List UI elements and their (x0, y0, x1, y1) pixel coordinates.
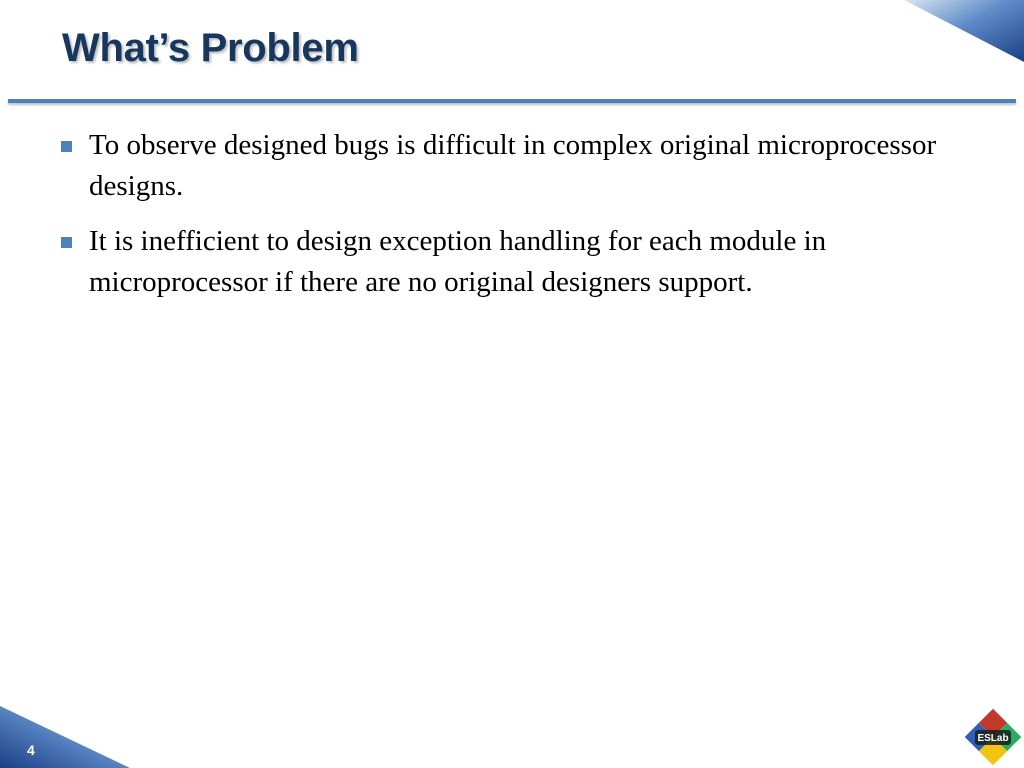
square-bullet-icon (61, 141, 72, 152)
square-bullet-icon (61, 237, 72, 248)
corner-decoration-top-right (884, 0, 1024, 70)
bullet-item (60, 221, 980, 303)
corner-decoration-bottom-left (0, 698, 140, 768)
bullet-list (60, 125, 980, 317)
page-number: 4 (27, 742, 35, 758)
bullet-item (60, 125, 980, 207)
svg-text:ESLab: ESLab (977, 733, 1009, 744)
eslab-logo-icon (964, 708, 1022, 766)
title-underline (8, 99, 1016, 103)
bullet-text: To observe designed bugs is difficult in complex original microprocessor designs. (89, 129, 937, 202)
bullet-text: It is inefficient to design exception handling for each module in microprocessor if there are no original designers support. (89, 225, 827, 298)
slide-title: What’s Problem (62, 26, 359, 70)
